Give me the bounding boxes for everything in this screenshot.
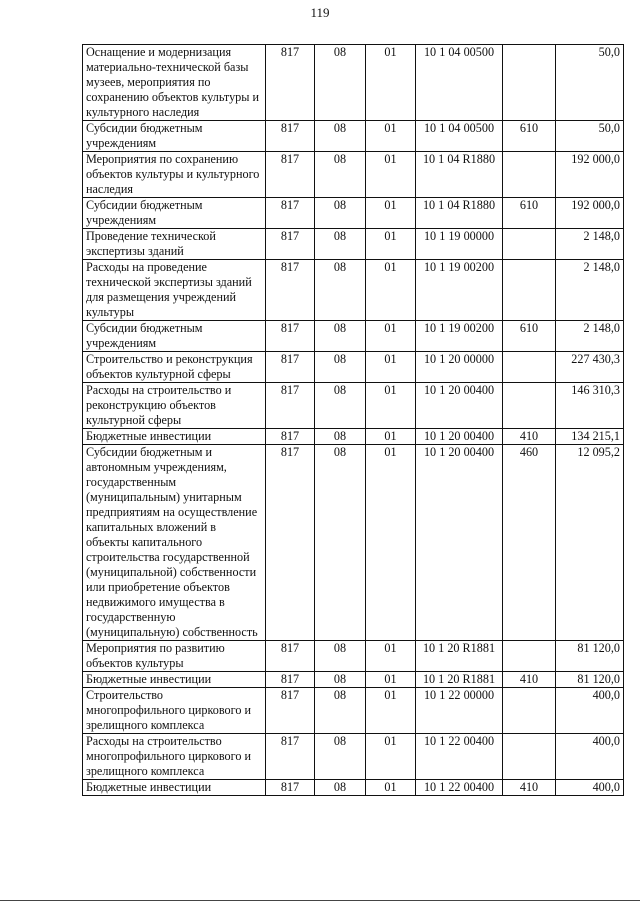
row-target-cell: 10 1 04 00500 [416, 45, 503, 121]
row-ministry-cell: 817 [266, 429, 315, 445]
row-name-cell: Проведение технической экспертизы зданий [83, 229, 266, 260]
row-name-cell: Расходы на строительство многопрофильного циркового и зрелищного комплекса [83, 734, 266, 780]
row-section-cell: 08 [315, 198, 366, 229]
table-row [83, 734, 624, 780]
row-amount-cell: 81 120,0 [556, 641, 624, 672]
row-section-cell: 08 [315, 383, 366, 429]
table-row [83, 641, 624, 672]
table-row [83, 780, 624, 796]
row-target-cell: 10 1 19 00200 [416, 260, 503, 321]
row-expense-type-cell [503, 260, 556, 321]
row-ministry-cell: 817 [266, 383, 315, 429]
row-name-cell: Строительство и реконструкция объектов культурной сферы [83, 352, 266, 383]
row-subsection-cell: 01 [366, 641, 416, 672]
row-section-cell: 08 [315, 688, 366, 734]
row-section-cell: 08 [315, 780, 366, 796]
row-subsection-cell: 01 [366, 229, 416, 260]
row-expense-type-cell: 410 [503, 780, 556, 796]
table-row [83, 45, 624, 121]
table-row [83, 198, 624, 229]
row-name-cell: Оснащение и модернизация материально-технической базы музеев, мероприятия по сохранению объектов культуры и культурного наследия [83, 45, 266, 121]
row-section-cell: 08 [315, 152, 366, 198]
row-name-cell: Мероприятия по сохранению объектов культуры и культурного наследия [83, 152, 266, 198]
row-section-cell: 08 [315, 352, 366, 383]
row-amount-cell: 2 148,0 [556, 229, 624, 260]
row-target-cell: 10 1 19 00000 [416, 229, 503, 260]
row-expense-type-cell: 610 [503, 198, 556, 229]
row-expense-type-cell [503, 688, 556, 734]
row-section-cell: 08 [315, 641, 366, 672]
row-ministry-cell: 817 [266, 198, 315, 229]
row-amount-cell: 227 430,3 [556, 352, 624, 383]
row-expense-type-cell [503, 641, 556, 672]
row-amount-cell: 2 148,0 [556, 260, 624, 321]
row-amount-cell: 192 000,0 [556, 152, 624, 198]
row-amount-cell: 2 148,0 [556, 321, 624, 352]
row-expense-type-cell [503, 352, 556, 383]
row-amount-cell: 50,0 [556, 45, 624, 121]
row-section-cell: 08 [315, 672, 366, 688]
row-target-cell: 10 1 20 R1881 [416, 641, 503, 672]
row-amount-cell: 12 095,2 [556, 445, 624, 641]
table-row [83, 688, 624, 734]
row-target-cell: 10 1 20 R1881 [416, 672, 503, 688]
budget-table-body [83, 45, 624, 796]
row-amount-cell: 134 215,1 [556, 429, 624, 445]
row-ministry-cell: 817 [266, 672, 315, 688]
row-section-cell: 08 [315, 121, 366, 152]
page-bottom-rule [0, 900, 640, 901]
row-ministry-cell: 817 [266, 321, 315, 352]
row-ministry-cell: 817 [266, 688, 315, 734]
row-name-cell: Субсидии бюджетным и автономным учреждениям, государственным (муниципальным) унитарным предприятиям на осуществление капитальных вложений в объекты капитального строительства государственной (муниципальной) собственности или приобретение объектов недвижимого имущества в государственную (муниципальную) собственность [83, 445, 266, 641]
table-row [83, 260, 624, 321]
table-row [83, 383, 624, 429]
row-subsection-cell: 01 [366, 445, 416, 641]
row-target-cell: 10 1 20 00000 [416, 352, 503, 383]
row-subsection-cell: 01 [366, 672, 416, 688]
table-row [83, 229, 624, 260]
row-subsection-cell: 01 [366, 352, 416, 383]
table-row [83, 121, 624, 152]
row-ministry-cell: 817 [266, 121, 315, 152]
row-target-cell: 10 1 22 00000 [416, 688, 503, 734]
row-target-cell: 10 1 22 00400 [416, 780, 503, 796]
row-amount-cell: 400,0 [556, 780, 624, 796]
row-section-cell: 08 [315, 445, 366, 641]
row-section-cell: 08 [315, 260, 366, 321]
row-target-cell: 10 1 04 00500 [416, 121, 503, 152]
row-subsection-cell: 01 [366, 260, 416, 321]
row-ministry-cell: 817 [266, 152, 315, 198]
row-amount-cell: 400,0 [556, 734, 624, 780]
row-expense-type-cell [503, 152, 556, 198]
table-row [83, 672, 624, 688]
row-name-cell: Субсидии бюджетным учреждениям [83, 121, 266, 152]
row-target-cell: 10 1 20 00400 [416, 429, 503, 445]
row-expense-type-cell [503, 383, 556, 429]
row-section-cell: 08 [315, 734, 366, 780]
row-target-cell: 10 1 20 00400 [416, 445, 503, 641]
row-amount-cell: 146 310,3 [556, 383, 624, 429]
row-section-cell: 08 [315, 429, 366, 445]
budget-table [82, 44, 624, 796]
row-target-cell: 10 1 04 R1880 [416, 152, 503, 198]
row-ministry-cell: 817 [266, 45, 315, 121]
row-name-cell: Расходы на проведение технической экспертизы зданий для размещения учреждений культуры [83, 260, 266, 321]
row-section-cell: 08 [315, 229, 366, 260]
row-expense-type-cell [503, 229, 556, 260]
row-ministry-cell: 817 [266, 260, 315, 321]
row-name-cell: Мероприятия по развитию объектов культуры [83, 641, 266, 672]
row-section-cell: 08 [315, 321, 366, 352]
row-ministry-cell: 817 [266, 734, 315, 780]
row-section-cell: 08 [315, 45, 366, 121]
row-expense-type-cell: 410 [503, 429, 556, 445]
row-expense-type-cell: 610 [503, 321, 556, 352]
table-row [83, 321, 624, 352]
row-subsection-cell: 01 [366, 152, 416, 198]
row-target-cell: 10 1 19 00200 [416, 321, 503, 352]
row-ministry-cell: 817 [266, 445, 315, 641]
row-name-cell: Строительство многопрофильного циркового и зрелищного комплекса [83, 688, 266, 734]
row-name-cell: Бюджетные инвестиции [83, 672, 266, 688]
row-expense-type-cell [503, 734, 556, 780]
row-target-cell: 10 1 04 R1880 [416, 198, 503, 229]
row-ministry-cell: 817 [266, 780, 315, 796]
row-subsection-cell: 01 [366, 429, 416, 445]
row-subsection-cell: 01 [366, 688, 416, 734]
row-target-cell: 10 1 22 00400 [416, 734, 503, 780]
row-name-cell: Субсидии бюджетным учреждениям [83, 321, 266, 352]
row-amount-cell: 50,0 [556, 121, 624, 152]
row-ministry-cell: 817 [266, 229, 315, 260]
row-expense-type-cell: 410 [503, 672, 556, 688]
row-name-cell: Бюджетные инвестиции [83, 429, 266, 445]
row-subsection-cell: 01 [366, 383, 416, 429]
row-subsection-cell: 01 [366, 45, 416, 121]
row-target-cell: 10 1 20 00400 [416, 383, 503, 429]
row-name-cell: Бюджетные инвестиции [83, 780, 266, 796]
row-name-cell: Субсидии бюджетным учреждениям [83, 198, 266, 229]
row-expense-type-cell [503, 45, 556, 121]
row-expense-type-cell: 610 [503, 121, 556, 152]
row-subsection-cell: 01 [366, 198, 416, 229]
row-expense-type-cell: 460 [503, 445, 556, 641]
table-row [83, 152, 624, 198]
row-subsection-cell: 01 [366, 734, 416, 780]
table-row [83, 445, 624, 641]
row-amount-cell: 192 000,0 [556, 198, 624, 229]
row-subsection-cell: 01 [366, 321, 416, 352]
row-subsection-cell: 01 [366, 121, 416, 152]
table-row [83, 429, 624, 445]
row-amount-cell: 400,0 [556, 688, 624, 734]
row-subsection-cell: 01 [366, 780, 416, 796]
row-ministry-cell: 817 [266, 641, 315, 672]
row-name-cell: Расходы на строительство и реконструкцию объектов культурной сферы [83, 383, 266, 429]
table-row [83, 352, 624, 383]
row-ministry-cell: 817 [266, 352, 315, 383]
page-number: 119 [310, 5, 330, 20]
row-amount-cell: 81 120,0 [556, 672, 624, 688]
